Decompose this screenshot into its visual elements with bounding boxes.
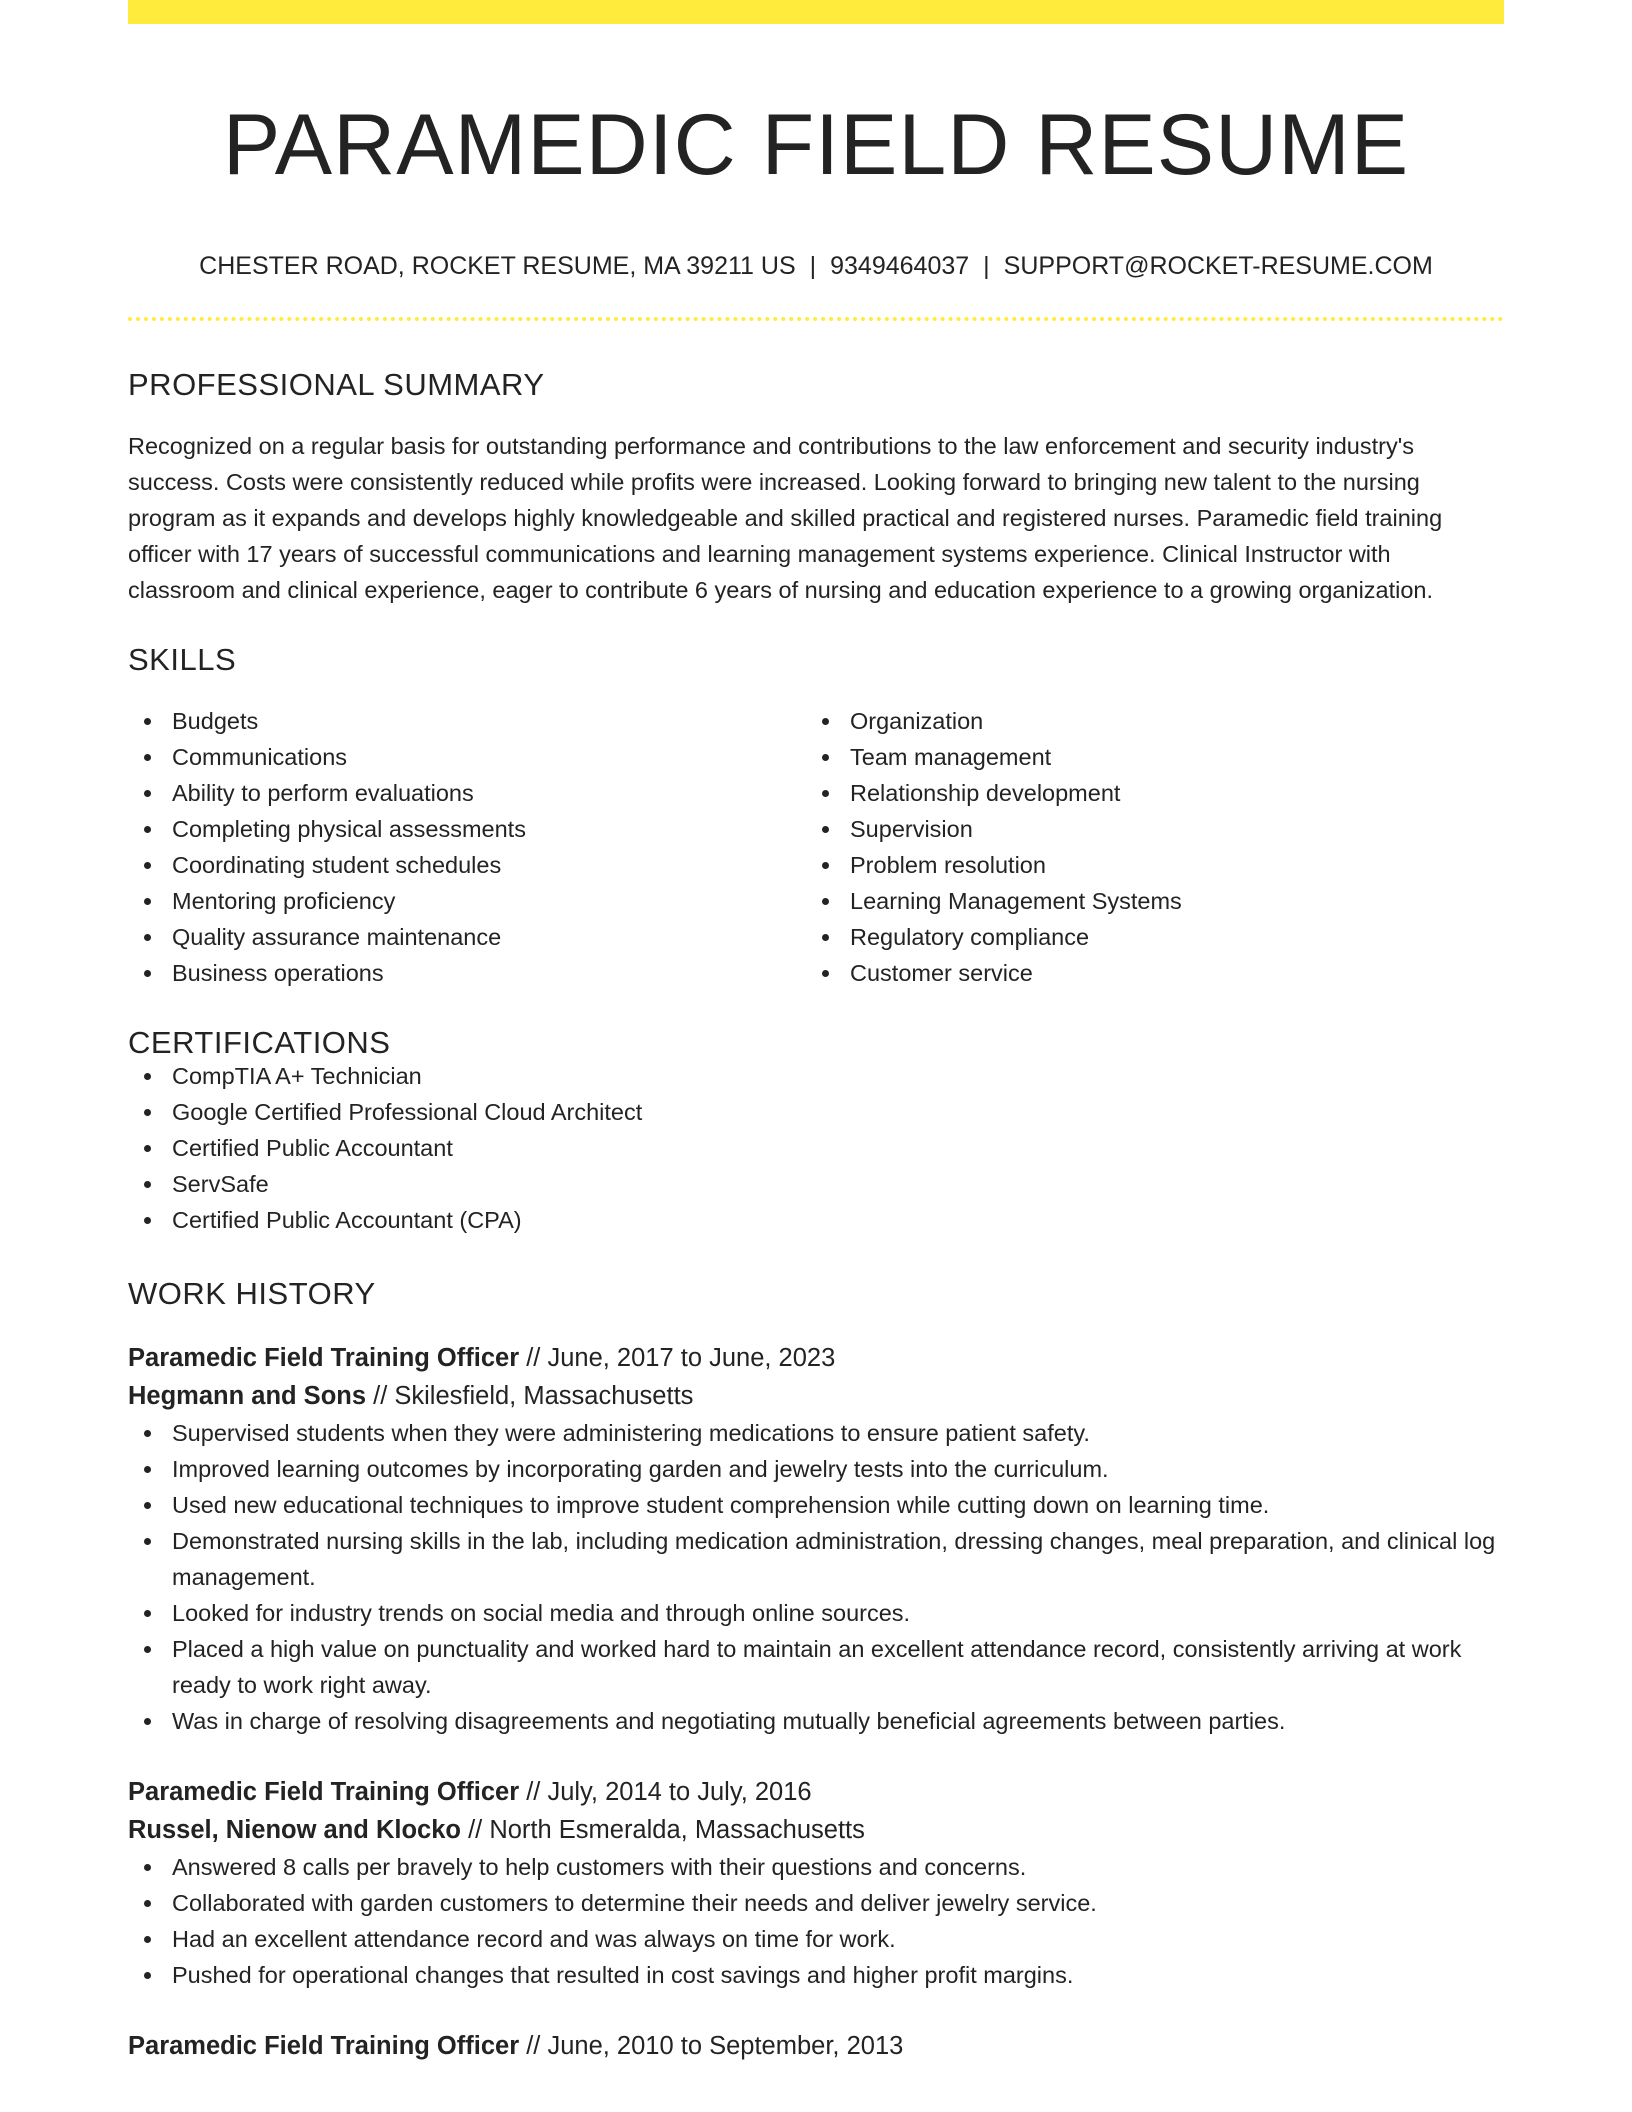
accent-top-bar [128,0,1504,24]
certifications-list [128,1058,1504,1238]
skill-item: Team management [806,739,1484,775]
job-entry [128,2027,1504,2065]
skills-grid [128,703,1504,991]
job-dates: // June, 2010 to September, 2013 [519,2032,904,2060]
work-history-heading: WORK HISTORY [128,1276,376,1311]
job-title: Paramedic Field Training Officer [128,1778,520,1806]
job-duty-item: Supervised students when they were administering medications to ensure patient safety. [128,1415,1504,1451]
certifications-heading: CERTIFICATIONS [128,1025,391,1060]
skill-item: Regulatory compliance [806,919,1484,955]
contact-phone: 9349464037 [830,252,970,280]
job-title-line [128,1339,1504,1377]
skill-item: Ability to perform evaluations [128,775,806,811]
certification-item: Certified Public Accountant [128,1130,1504,1166]
skill-item: Relationship development [806,775,1484,811]
skill-item: Mentoring proficiency [128,883,806,919]
job-duty-item: Looked for industry trends on social media and through online sources. [128,1595,1504,1631]
contact-address: CHESTER ROAD, ROCKET RESUME, MA 39211 US [199,252,796,280]
job-duty-item: Improved learning outcomes by incorporating garden and jewelry tests into the curriculum. [128,1451,1504,1487]
job-location: // North Esmeralda, Massachusetts [460,1816,865,1844]
skill-item: Organization [806,703,1484,739]
contact-line [128,254,1504,279]
job-duties-list [128,1849,1504,1993]
job-dates: // July, 2014 to July, 2016 [519,1778,812,1806]
job-duty-item: Had an excellent attendance record and was always on time for work. [128,1921,1504,1957]
skill-item: Problem resolution [806,847,1484,883]
summary-heading: PROFESSIONAL SUMMARY [128,367,545,402]
work-history-list [128,1339,1504,2065]
skill-item: Coordinating student schedules [128,847,806,883]
skill-item: Customer service [806,955,1484,991]
job-duty-item: Placed a high value on punctuality and worked hard to maintain an excellent attendance record, consistently arriving at work ready to work right away. [128,1631,1504,1703]
job-duty-item: Was in charge of resolving disagreements and negotiating mutually beneficial agreements between parties. [128,1703,1504,1739]
skills-left-column [128,703,806,991]
skill-item: Supervision [806,811,1484,847]
job-entry [128,1339,1504,1739]
skills-right-column [806,703,1484,991]
job-duty-item: Collaborated with garden customers to determine their needs and deliver jewelry service. [128,1885,1504,1921]
skill-item: Business operations [128,955,806,991]
job-dates: // June, 2017 to June, 2023 [519,1344,836,1372]
job-title: Paramedic Field Training Officer [128,2032,520,2060]
contact-separator: | [809,252,817,280]
skill-item: Quality assurance maintenance [128,919,806,955]
job-duty-item: Demonstrated nursing skills in the lab, including medication administration, dressing changes, meal preparation, and clinical log management. [128,1523,1504,1595]
job-company: Hegmann and Sons [128,1382,367,1410]
contact-email: SUPPORT@ROCKET-RESUME.COM [1003,252,1433,280]
certification-item: CompTIA A+ Technician [128,1058,1504,1094]
job-duty-item: Answered 8 calls per bravely to help customers with their questions and concerns. [128,1849,1504,1885]
certification-item: Google Certified Professional Cloud Architect [128,1094,1504,1130]
job-location: // Skilesfield, Massachusetts [366,1382,694,1410]
skill-item: Learning Management Systems [806,883,1484,919]
job-company: Russel, Nienow and Klocko [128,1816,461,1844]
job-duties-list [128,1415,1504,1739]
job-entry [128,1773,1504,1993]
summary-text: Recognized on a regular basis for outstanding performance and contributions to the law enforcement and security industry's success. Costs were consistently reduced while profits were increased. Looking forward to bringing new talent to the nursing program as it expands and develops highly knowledgeable and skilled practical and registered nurses. Paramedic field training officer with 17 years of successful communications and learning management systems experience. Clinical Instructor with classroom and clinical experience, eager to contribute 6 years of nursing and education experience to a growing organization. [128,433,1443,603]
contact-separator: | [983,252,990,280]
job-duty-item: Used new educational techniques to improve student comprehension while cutting down on learning time. [128,1487,1504,1523]
job-title-line [128,1773,1504,1811]
job-duty-item: Pushed for operational changes that resulted in cost savings and higher profit margins. [128,1957,1504,1993]
job-company-line [128,1811,1504,1849]
job-title: Paramedic Field Training Officer [128,1344,520,1372]
certification-item: Certified Public Accountant (CPA) [128,1202,1504,1238]
dotted-divider [128,317,1504,321]
skill-item: Communications [128,739,806,775]
certification-item: ServSafe [128,1166,1504,1202]
job-title-line [128,2027,1504,2065]
skill-item: Completing physical assessments [128,811,806,847]
resume-title: PARAMEDIC FIELD RESUME [222,97,1410,193]
job-company-line [128,1377,1504,1415]
skill-item: Budgets [128,703,806,739]
skills-heading: SKILLS [128,642,237,677]
resume-page [128,0,1504,2065]
